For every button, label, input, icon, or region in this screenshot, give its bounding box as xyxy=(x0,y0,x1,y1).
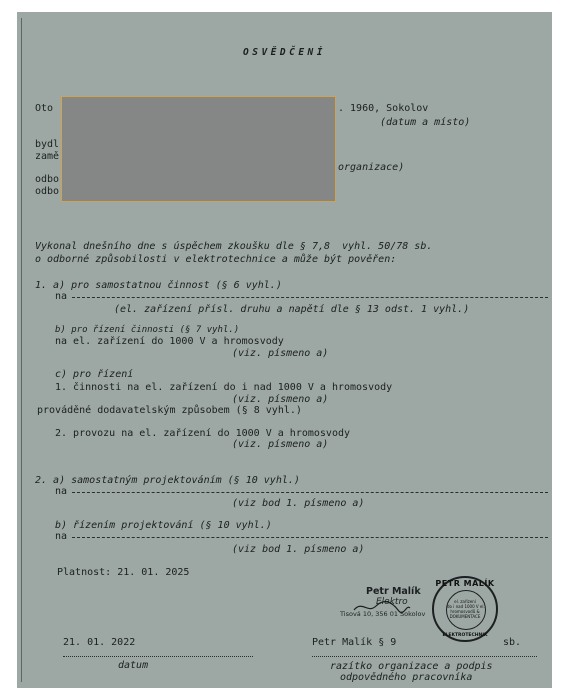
company-stamp-name: Petr Malík xyxy=(366,586,421,597)
date-place-caption: (datum a místo) xyxy=(380,117,471,128)
section-1a-na: na xyxy=(55,291,68,302)
section-1a: 1. a) pro samostatnou činnost (§ 6 vyhl.) xyxy=(35,280,282,291)
section-1b: b) pro řízení činnosti (§ 7 vyhl.) xyxy=(55,325,240,335)
name-line-left: Oto xyxy=(35,103,54,114)
round-stamp xyxy=(432,576,498,642)
round-stamp-middle-text: el. zařízení do i nad 1000 V el. hromosvodů & DOKUMENTACE xyxy=(447,599,485,619)
section-1c-1: 1. činnosti na el. zařízení do i nad 1000 V a hromosvody xyxy=(55,382,393,393)
section-2b-ref: (viz bod 1. písmeno a) xyxy=(232,544,365,555)
issuer: Petr Malík § 9 xyxy=(312,637,397,648)
stamp-caption-2: odpovědného pracovníka xyxy=(340,672,473,683)
organization-caption: organizace) xyxy=(338,162,405,173)
section-1b-text: na el. zařízení do 1000 V a hromosvody xyxy=(55,336,284,347)
date-dotted-line xyxy=(63,656,253,657)
section-1c: c) pro řízení xyxy=(55,369,134,380)
round-stamp-ring-text: PETR MALÍK xyxy=(435,579,495,588)
section-1c-1-ref: (viz. písmeno a) xyxy=(232,394,329,405)
section-2a-na: na xyxy=(55,486,68,497)
birth-date-place: . 1960, Sokolov xyxy=(338,103,429,114)
section-2a-ref: (viz bod 1. písmeno a) xyxy=(232,498,365,509)
company-stamp-line2: Elektro xyxy=(376,597,408,607)
issuer-tail: sb. xyxy=(503,637,522,648)
company-stamp-address: Tisová 10, 356 01 Sokolov xyxy=(340,610,426,618)
employer-label: zamě xyxy=(35,151,60,162)
section-1a-caption: (el. zařízení přísl. druhu a napětí dle § 13 odst. 1 vyhl.) xyxy=(114,304,470,315)
section-1c-2: 2. provozu na el. zařízení do 1000 V a hromosvody xyxy=(55,428,351,439)
signature-dotted-line xyxy=(312,656,537,657)
department-line-2: odbo xyxy=(35,186,60,197)
exam-statement: Vykonal dnešního dne s úspěchem zkoušku dle § 7,8 vyhl. 50/78 sb. xyxy=(35,241,433,252)
section-2a-fill-line xyxy=(72,492,548,493)
section-2b-fill-line xyxy=(72,537,548,538)
round-stamp-bottom-text: ELEKTROTECHNIK xyxy=(442,633,488,638)
redaction-box xyxy=(61,96,336,202)
section-1b-ref: (viz. písmeno a) xyxy=(232,348,329,359)
section-2a: 2. a) samostatným projektováním (§ 10 vyhl.) xyxy=(35,475,300,486)
document-title: OSVĚDČENÍ xyxy=(243,47,326,58)
section-1c-supplier: prováděné dodavatelským způsobem (§ 8 vyhl.) xyxy=(37,405,302,416)
section-1a-fill-line xyxy=(72,297,548,298)
residence-label: bydl xyxy=(35,139,60,150)
department-line-1: odbo xyxy=(35,174,60,185)
section-2b-na: na xyxy=(55,531,68,542)
section-2b: b) řízením projektování (§ 10 vyhl.) xyxy=(55,520,272,531)
stamp-caption-1: razítko organizace a podpis xyxy=(330,661,493,672)
competence-statement: o odborné způsobilosti v elektrotechnice a může být pověřen: xyxy=(35,254,397,265)
validity: Platnost: 21. 01. 2025 xyxy=(57,567,190,578)
section-1c-2-ref: (viz. písmeno a) xyxy=(232,439,329,450)
date-caption: datum xyxy=(118,660,149,671)
signature xyxy=(352,596,412,618)
issue-date: 21. 01. 2022 xyxy=(63,637,136,648)
